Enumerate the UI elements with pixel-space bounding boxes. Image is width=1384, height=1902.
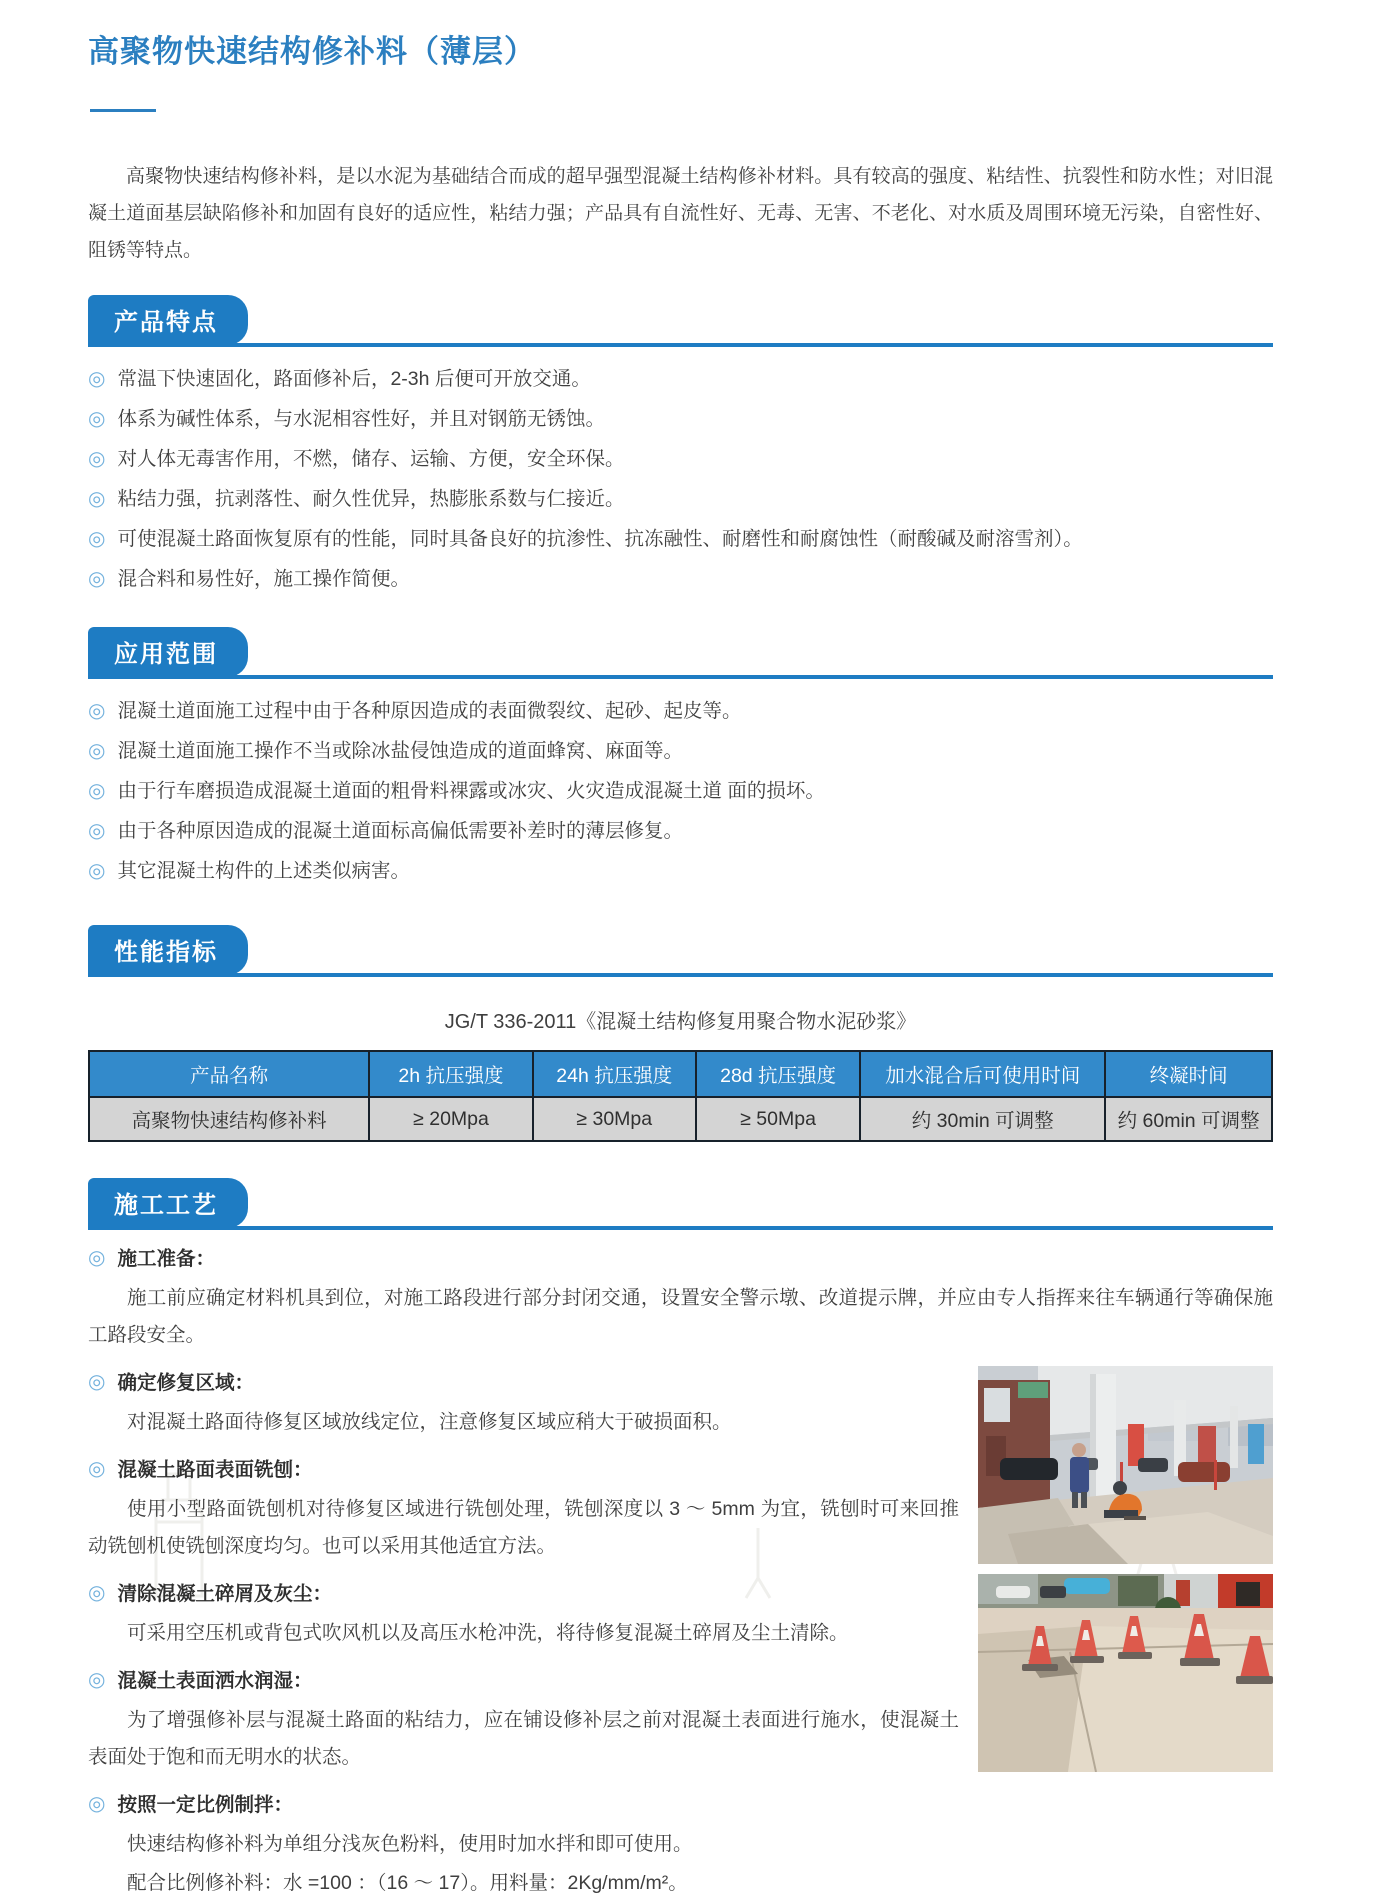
list-item: [88, 697, 1273, 725]
table-caption: JG/T 336-2011《混凝土结构修复用聚合物水泥砂浆》: [444, 1011, 917, 1033]
list-item: [88, 737, 1273, 765]
column-header: 24h 抗压强度: [533, 1051, 696, 1097]
step-body: 使用小型路面铣刨机对待修复区域进行铣刨处理，铣刨深度以 3 ～ 5mm 为宜，铣刨时可来回推动铣刨机使铣刨深度均匀。也可以采用其他适宜方法。: [88, 1498, 959, 1557]
list-item-text: 其它混凝土构件的上述类似病害。: [117, 860, 410, 882]
section-heading-applications: [88, 627, 1273, 679]
step-title: [88, 1368, 959, 1398]
step-body: 对混凝土路面待修复区域放线定位，注意修复区域应稍大于破损面积。: [127, 1411, 732, 1433]
bullseye-bullet-icon: ◎: [88, 1458, 106, 1480]
section-heading-process: [88, 1178, 1273, 1230]
list-item: [88, 857, 1273, 885]
table-row: [89, 1097, 1272, 1141]
bullseye-bullet-icon: ◎: [88, 488, 106, 510]
bullseye-bullet-icon: ◎: [88, 780, 106, 802]
list-item-text: 粘结力强，抗剥落性、耐久性优异，热膨胀系数与仁接近。: [117, 488, 625, 510]
step-body: 为了增强修补层与混凝土路面的粘结力，应在铺设修补层之前对混凝土表面进行施水，使混凝土表面处于饱和而无明水的状态。: [88, 1709, 959, 1768]
bullseye-bullet-icon: ◎: [88, 700, 106, 722]
list-item: [88, 525, 1273, 553]
table-header-row: [89, 1051, 1272, 1097]
step-title: [88, 1455, 959, 1485]
page-title: 高聚物快速结构修补料（薄层）: [88, 34, 536, 69]
step-title-text: 混凝土表面洒水润湿：: [117, 1670, 313, 1692]
list-item: [88, 565, 1273, 593]
bullseye-bullet-icon: ◎: [88, 568, 106, 590]
bullseye-bullet-icon: ◎: [88, 820, 106, 842]
list-item-text: 混凝土道面施工操作不当或除冰盐侵蚀造成的道面蜂窝、麻面等。: [117, 740, 683, 762]
intro-paragraph: 高聚物快速结构修补料，是以水泥为基础结合而成的超早强型混凝土结构修补材料。具有较高的强度、粘结性、抗裂性和防水性；对旧混凝土道面基层缺陷修补和加固有良好的适应性，粘结力强；产品具有自流性好、无毒、无害、不老化、对水质及周围环境无污染，自密性好、阻锈等特点。: [88, 166, 1273, 261]
table-cell: ≥ 20Mpa: [369, 1097, 532, 1141]
step-title-text: 确定修复区域：: [117, 1372, 254, 1394]
column-header: 产品名称: [89, 1051, 369, 1097]
list-item-text: 可使混凝土路面恢复原有的性能，同时具备良好的抗渗性、抗冻融性、耐磨性和耐腐蚀性（耐酸碱及耐溶雪剂）。: [117, 528, 1083, 550]
features-list: [88, 365, 1273, 593]
section-rule: [88, 973, 1273, 977]
section-rule: [88, 675, 1273, 679]
table-cell: ≥ 50Mpa: [696, 1097, 860, 1141]
bullseye-bullet-icon: ◎: [88, 1793, 106, 1815]
list-item: [88, 445, 1273, 473]
applications-list: [88, 697, 1273, 885]
bullseye-bullet-icon: ◎: [88, 408, 106, 430]
bullseye-bullet-icon: ◎: [88, 448, 106, 470]
bullseye-bullet-icon: ◎: [88, 1371, 106, 1393]
list-item-text: 混合料和易性好，施工操作简便。: [117, 568, 410, 590]
step-title-text: 清除混凝土碎屑及灰尘：: [117, 1583, 332, 1605]
step-title-text: 施工准备：: [117, 1248, 215, 1270]
list-item-text: 体系为碱性体系，与水泥相容性好，并且对钢筋无锈蚀。: [117, 408, 605, 430]
process-section: [88, 1244, 1273, 1902]
step-body: 快速结构修补料为单组分浅灰色粉料，使用时加水拌和即可使用。: [127, 1833, 693, 1855]
bullseye-bullet-icon: ◎: [88, 740, 106, 762]
step-title-text: 混凝土路面表面铣刨：: [117, 1459, 313, 1481]
column-header: 28d 抗压强度: [696, 1051, 860, 1097]
list-item: [88, 817, 1273, 845]
list-item: [88, 365, 1273, 393]
section-heading-performance: [88, 925, 1273, 977]
step-title: [88, 1244, 1273, 1274]
step-title: [88, 1666, 959, 1696]
table-cell: 高聚物快速结构修补料: [89, 1097, 369, 1141]
section-rule: [88, 343, 1273, 347]
list-item: [88, 485, 1273, 513]
section-heading-features: [88, 295, 1273, 347]
table-cell: 约 60min 可调整: [1105, 1097, 1272, 1141]
bullseye-bullet-icon: ◎: [88, 528, 106, 550]
step-body: 配合比例修补料：水 =100 ：（16 ～ 17）。用料量：2Kg/mm/m²。: [127, 1872, 688, 1894]
list-item-text: 由于行车磨损造成混凝土道面的粗骨料裸露或冰灾、火灾造成混凝土道 面的损坏。: [117, 780, 825, 802]
list-item: [88, 777, 1273, 805]
section-badge: 产品特点: [88, 295, 248, 345]
section-badge: 应用范围: [88, 627, 248, 677]
step-body: 可采用空压机或背包式吹风机以及高压水枪冲洗，将待修复混凝土碎屑及尘土清除。: [127, 1622, 849, 1644]
column-header: 终凝时间: [1105, 1051, 1272, 1097]
step-title-text: 按照一定比例制拌：: [117, 1794, 293, 1816]
list-item-text: 混凝土道面施工过程中由于各种原因造成的表面微裂纹、起砂、起皮等。: [117, 700, 742, 722]
pavement-repair-photo: [978, 1366, 1273, 1564]
section-badge: 施工工艺: [88, 1178, 248, 1228]
list-item: [88, 405, 1273, 433]
step-title: [88, 1579, 959, 1609]
list-item-text: 由于各种原因造成的混凝土道面标高偏低需要补差时的薄层修复。: [117, 820, 683, 842]
list-item-text: 常温下快速固化，路面修补后，2-3h 后便可开放交通。: [117, 368, 591, 390]
table-cell: ≥ 30Mpa: [533, 1097, 696, 1141]
title-underline: [90, 109, 156, 112]
bullseye-bullet-icon: ◎: [88, 1582, 106, 1604]
column-header: 加水混合后可使用时间: [860, 1051, 1105, 1097]
list-item-text: 对人体无毒害作用，不燃，储存、运输、方便，安全环保。: [117, 448, 625, 470]
bullseye-bullet-icon: ◎: [88, 368, 106, 390]
column-header: 2h 抗压强度: [369, 1051, 532, 1097]
traffic-cones-curing-photo: [978, 1574, 1273, 1772]
step-body: 施工前应确定材料机具到位，对施工路段进行部分封闭交通，设置安全警示墩、改道提示牌，并应由专人指挥来往车辆通行等确保施工路段安全。: [88, 1287, 1273, 1346]
bullseye-bullet-icon: ◎: [88, 1247, 106, 1269]
section-badge: 性能指标: [88, 925, 248, 975]
bullseye-bullet-icon: ◎: [88, 1669, 106, 1691]
step-title: [88, 1790, 1273, 1820]
performance-table: [88, 1050, 1273, 1142]
section-rule: [88, 1226, 1273, 1230]
bullseye-bullet-icon: ◎: [88, 860, 106, 882]
photo-column: [973, 1366, 1273, 1782]
table-cell: 约 30min 可调整: [860, 1097, 1105, 1141]
